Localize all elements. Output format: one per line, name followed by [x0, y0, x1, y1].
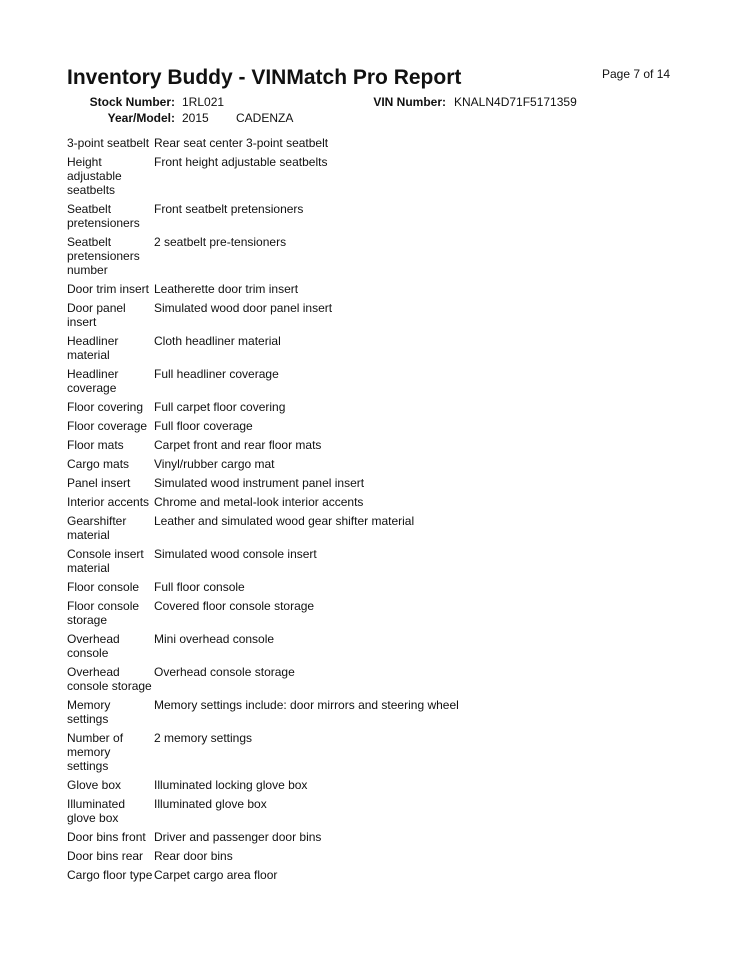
- spec-value: Full carpet floor covering: [154, 400, 286, 414]
- spec-value: Simulated wood instrument panel insert: [154, 476, 365, 490]
- spec-value: Front height adjustable seatbelts: [154, 155, 328, 169]
- spec-row: [67, 662, 487, 695]
- spec-label: Door panel insert: [67, 301, 126, 329]
- spec-label: Floor console: [67, 580, 140, 594]
- spec-label: Headliner coverage: [67, 367, 119, 395]
- spec-value: Carpet cargo area floor: [154, 868, 278, 882]
- spec-table: [67, 133, 487, 884]
- spec-row: [67, 629, 487, 662]
- spec-label: Overhead console storage: [67, 665, 152, 693]
- spec-row: [67, 397, 487, 416]
- spec-label: Cargo mats: [67, 457, 130, 471]
- stock-number-label: Stock Number:: [89, 95, 175, 109]
- spec-label: Door bins front: [67, 830, 146, 844]
- spec-value: Illuminated locking glove box: [154, 778, 308, 792]
- spec-value: Leatherette door trim insert: [154, 282, 299, 296]
- page-number: Page 7 of 14: [602, 67, 671, 81]
- spec-row: [67, 728, 487, 775]
- spec-row: [67, 827, 487, 846]
- spec-row: [67, 279, 487, 298]
- spec-value: Memory settings include: door mirrors and steering wheel: [154, 698, 459, 712]
- spec-row: [67, 298, 487, 331]
- spec-value: Full floor coverage: [154, 419, 253, 433]
- spec-value: Chrome and metal-look interior accents: [154, 495, 364, 509]
- spec-row: [67, 454, 487, 473]
- spec-row: [67, 435, 487, 454]
- year-model-label: Year/Model:: [107, 111, 175, 125]
- spec-label: Door trim insert: [67, 282, 150, 296]
- spec-value: Full headliner coverage: [154, 367, 279, 381]
- spec-label: Seatbelt pretensioners: [67, 202, 140, 230]
- spec-label: Door bins rear: [67, 849, 144, 863]
- spec-label: Height adjustable seatbelts: [67, 155, 122, 197]
- spec-label: Console insert material: [67, 547, 144, 575]
- spec-row: [67, 596, 487, 629]
- spec-label: Number of memory settings: [67, 731, 124, 773]
- spec-label: Overhead console: [67, 632, 120, 660]
- spec-label: Floor mats: [67, 438, 124, 452]
- spec-value: Mini overhead console: [154, 632, 275, 646]
- spec-value: Front seatbelt pretensioners: [154, 202, 304, 216]
- spec-row: [67, 511, 487, 544]
- spec-row: [67, 865, 487, 884]
- spec-value: Rear seat center 3-point seatbelt: [154, 136, 329, 150]
- spec-value: Simulated wood console insert: [154, 547, 317, 561]
- model-value: CADENZA: [236, 111, 294, 125]
- spec-value: 2 seatbelt pre-tensioners: [154, 235, 287, 249]
- spec-value: Covered floor console storage: [154, 599, 315, 613]
- spec-row: [67, 473, 487, 492]
- spec-value: Driver and passenger door bins: [154, 830, 322, 844]
- spec-row: [67, 232, 487, 279]
- spec-value: Simulated wood door panel insert: [154, 301, 333, 315]
- spec-label: Floor covering: [67, 400, 144, 414]
- spec-row: [67, 577, 487, 596]
- spec-row: [67, 794, 487, 827]
- spec-label: 3-point seatbelt: [67, 136, 150, 150]
- spec-label: Memory settings: [67, 698, 111, 726]
- spec-row: [67, 492, 487, 511]
- spec-label: Panel insert: [67, 476, 131, 490]
- spec-row: [67, 331, 487, 364]
- spec-value: Cloth headliner material: [154, 334, 281, 348]
- report-title: Inventory Buddy - VINMatch Pro Report: [67, 66, 462, 89]
- spec-label: Illuminated glove box: [67, 797, 126, 825]
- spec-value: Vinyl/rubber cargo mat: [154, 457, 275, 471]
- vin-number-label: VIN Number:: [373, 95, 446, 109]
- vin-number-value: KNALN4D71F5171359: [454, 95, 577, 109]
- year-value: 2015: [182, 111, 209, 125]
- spec-value: Leather and simulated wood gear shifter material: [154, 514, 415, 528]
- spec-label: Gearshifter material: [67, 514, 127, 542]
- spec-value: Carpet front and rear floor mats: [154, 438, 322, 452]
- stock-number-value: 1RL021: [182, 95, 225, 109]
- spec-label: Seatbelt pretensioners number: [67, 235, 140, 277]
- spec-row: [67, 133, 487, 152]
- spec-label: Floor coverage: [67, 419, 148, 433]
- spec-row: [67, 695, 487, 728]
- spec-row: [67, 544, 487, 577]
- spec-row: [67, 199, 487, 232]
- spec-value: Overhead console storage: [154, 665, 295, 679]
- spec-label: Cargo floor type: [67, 868, 153, 882]
- spec-label: Glove box: [67, 778, 122, 792]
- spec-row: [67, 364, 487, 397]
- spec-row: [67, 416, 487, 435]
- spec-row: [67, 152, 487, 199]
- spec-label: Interior accents: [67, 495, 150, 509]
- spec-label: Floor console storage: [67, 599, 140, 627]
- spec-row: [67, 775, 487, 794]
- spec-value: 2 memory settings: [154, 731, 253, 745]
- spec-value: Rear door bins: [154, 849, 233, 863]
- spec-value: Illuminated glove box: [154, 797, 267, 811]
- spec-row: [67, 846, 487, 865]
- spec-label: Headliner material: [67, 334, 119, 362]
- spec-value: Full floor console: [154, 580, 245, 594]
